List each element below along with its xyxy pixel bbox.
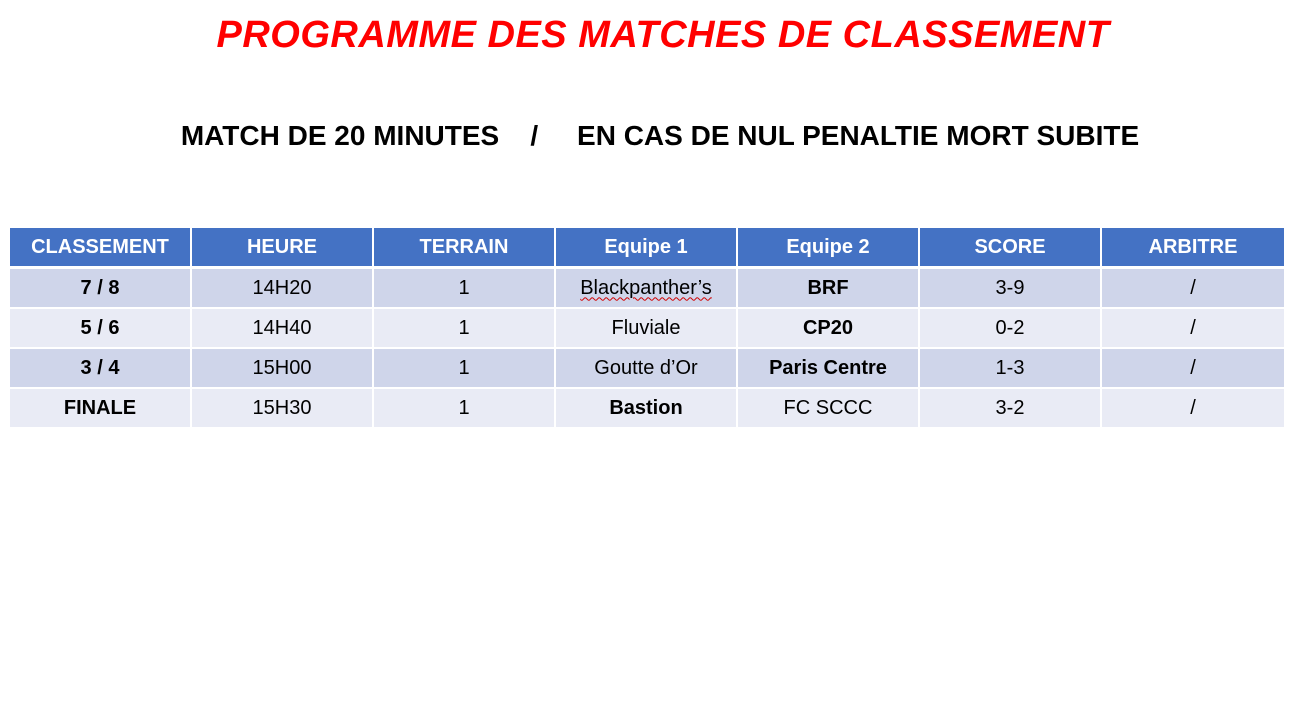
- header-score: SCORE: [920, 228, 1102, 269]
- cell-classement: 7 / 8: [10, 269, 192, 309]
- table-row: [10, 349, 1284, 389]
- table-row: [10, 309, 1284, 349]
- cell-classement: FINALE: [10, 389, 192, 429]
- cell-arbitre: /: [1102, 389, 1284, 429]
- cell-equipe-2: FC SCCC: [738, 389, 920, 429]
- cell-score: 0-2: [920, 309, 1102, 349]
- team-name-spellcheck: Blackpanther’s: [580, 276, 712, 299]
- cell-arbitre: /: [1102, 309, 1284, 349]
- cell-score: 1-3: [920, 349, 1102, 389]
- page-title: PROGRAMME DES MATCHES DE CLASSEMENT: [216, 14, 1110, 56]
- page-subtitle: MATCH DE 20 MINUTES / EN CAS DE NUL PENALTIE MORT SUBITE: [180, 120, 1140, 151]
- schedule-table-container: [10, 228, 1284, 429]
- cell-score: 3-2: [920, 389, 1102, 429]
- cell-equipe-1: [556, 269, 738, 309]
- cell-classement: 5 / 6: [10, 309, 192, 349]
- cell-arbitre: /: [1102, 349, 1284, 389]
- cell-equipe-1: Fluviale: [556, 309, 738, 349]
- table-row: [10, 269, 1284, 309]
- cell-terrain: 1: [374, 309, 556, 349]
- cell-heure: 14H20: [192, 269, 374, 309]
- cell-terrain: 1: [374, 269, 556, 309]
- header-arbitre: ARBITRE: [1102, 228, 1284, 269]
- cell-classement: 3 / 4: [10, 349, 192, 389]
- cell-arbitre: /: [1102, 269, 1284, 309]
- header-heure: HEURE: [192, 228, 374, 269]
- table-header-row: [10, 228, 1284, 269]
- cell-heure: 15H30: [192, 389, 374, 429]
- cell-score: 3-9: [920, 269, 1102, 309]
- header-equipe-1: Equipe 1: [556, 228, 738, 269]
- cell-equipe-2: Paris Centre: [738, 349, 920, 389]
- header-equipe-2: Equipe 2: [738, 228, 920, 269]
- table-row: [10, 389, 1284, 429]
- cell-equipe-1: Bastion: [556, 389, 738, 429]
- cell-heure: 15H00: [192, 349, 374, 389]
- header-classement: CLASSEMENT: [10, 228, 192, 269]
- cell-equipe-2: BRF: [738, 269, 920, 309]
- schedule-table: [10, 228, 1284, 429]
- header-terrain: TERRAIN: [374, 228, 556, 269]
- cell-terrain: 1: [374, 349, 556, 389]
- cell-equipe-2: CP20: [738, 309, 920, 349]
- cell-heure: 14H40: [192, 309, 374, 349]
- cell-equipe-1: Goutte d’Or: [556, 349, 738, 389]
- cell-terrain: 1: [374, 389, 556, 429]
